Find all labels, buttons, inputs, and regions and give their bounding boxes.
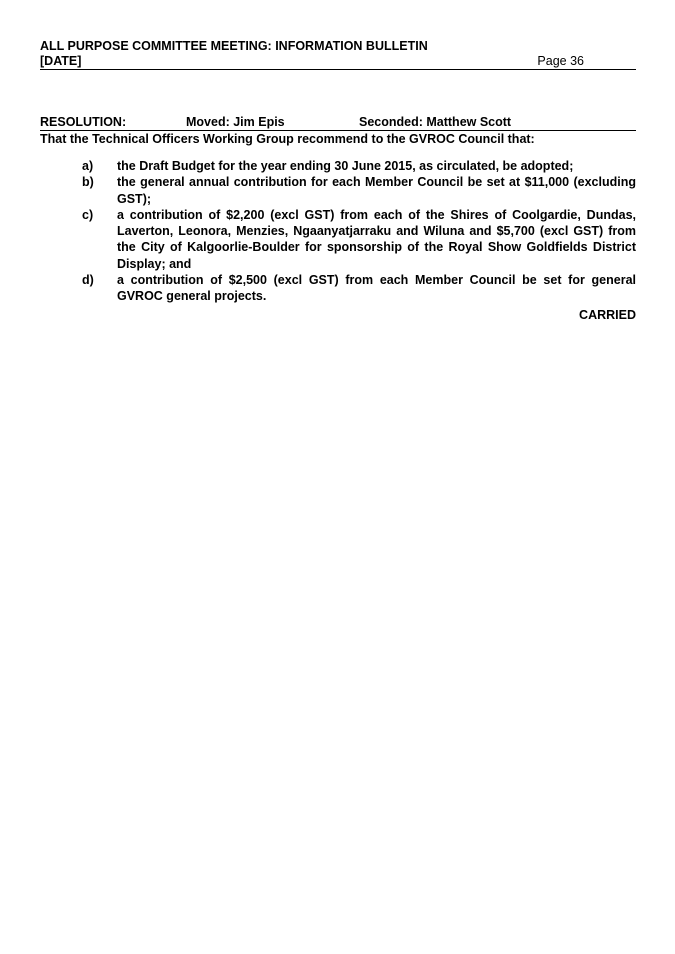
bulletin-title: ALL PURPOSE COMMITTEE MEETING: INFORMATION BULLETIN <box>40 39 428 53</box>
resolution-label: RESOLUTION: <box>40 115 127 129</box>
list-item-text: a contribution of $2,200 (excl GST) from each of the Shires of Coolgardie, Dundas, Laverton, Leonora, Menzies, Ngaanyatjarraku and Wiluna and $5,700 (excl GST) from the City of Kalgoorlie-Boulder for sponsorship of the Royal Show Goldfields District Display; and <box>117 207 636 271</box>
carried-status: CARRIED <box>579 307 636 322</box>
list-item-marker: c) <box>82 207 94 222</box>
list-item-text: a contribution of $2,500 (excl GST) from each Member Council be set for general GVROC general projects. <box>117 273 636 304</box>
list-item-text: the general annual contribution for each Member Council be set at $11,000 (excluding GST); <box>117 175 636 206</box>
resolution-row <box>40 115 636 131</box>
document-page <box>40 39 636 323</box>
list-item-marker: a) <box>82 159 94 173</box>
resolution-intro: That the Technical Officers Working Group recommend to the GVROC Council that: <box>40 132 535 146</box>
header-meta-row <box>40 54 636 70</box>
list-item <box>40 174 636 207</box>
list-item <box>40 158 636 174</box>
list-item <box>40 207 636 272</box>
list-item-text: the Draft Budget for the year ending 30 June 2015, as circulated, be adopted; <box>117 159 574 173</box>
resolution-list <box>40 158 636 305</box>
list-item-marker: d) <box>82 273 94 288</box>
resolution-seconded: Seconded: Matthew Scott <box>359 115 512 129</box>
resolution-moved: Moved: Jim Epis <box>186 115 285 129</box>
page-number: Page 36 <box>537 54 584 68</box>
header-date: [DATE] <box>40 54 82 68</box>
list-item <box>40 272 636 305</box>
list-item-marker: b) <box>82 175 94 190</box>
